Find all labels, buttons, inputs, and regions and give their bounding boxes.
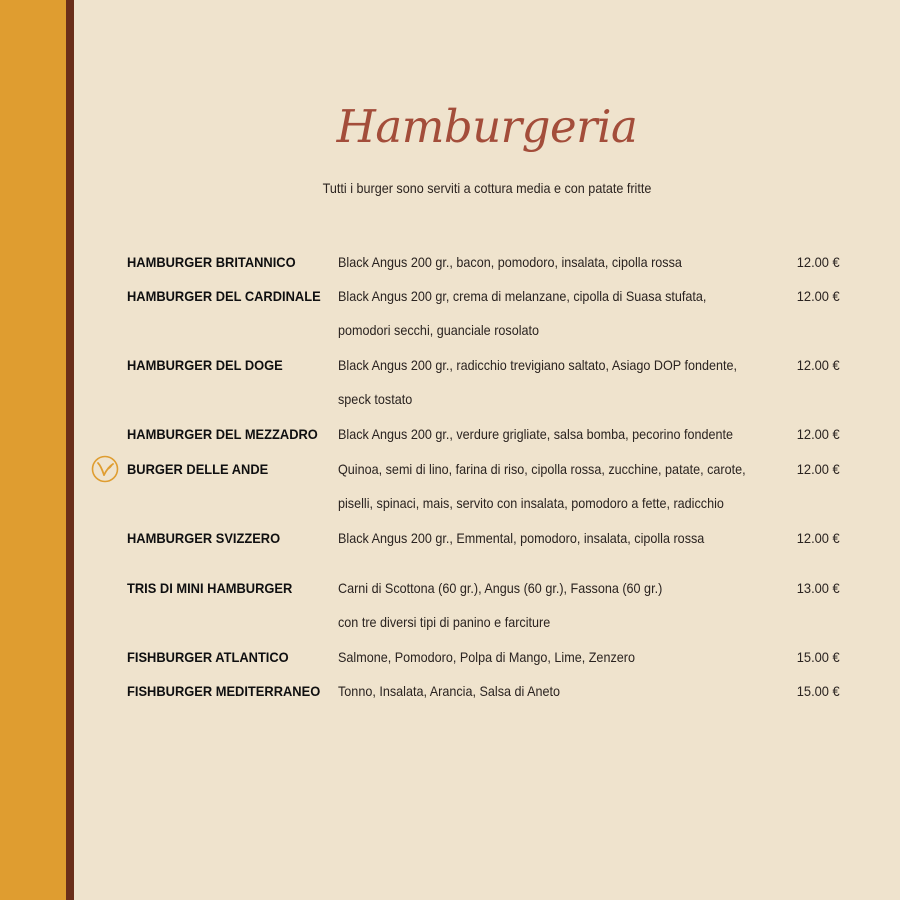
menu-item-name: HAMBURGER DEL MEZZADRO <box>127 426 318 442</box>
decorative-side-band <box>0 0 66 900</box>
menu-item-description-line: Tonno, Insalata, Arancia, Salsa di Aneto <box>338 683 561 699</box>
menu-item-description-line: Black Angus 200 gr., verdure grigliate, salsa bomba, pecorino fondente <box>338 426 734 442</box>
vegetarian-icon <box>91 455 119 483</box>
menu-item-hamburger-del-mezzadro <box>74 417 900 451</box>
menu-item-description-line: Black Angus 200 gr., bacon, pomodoro, insalata, cipolla rossa <box>338 254 682 270</box>
menu-item-tris-di-mini-hamburger <box>74 571 900 630</box>
page-subtitle: Tutti i burger sono serviti a cottura media e con patate fritte <box>322 180 652 196</box>
menu-item-price: 12.00 € <box>797 357 840 373</box>
menu-item-price: 15.00 € <box>797 649 840 665</box>
menu-item-name: HAMBURGER SVIZZERO <box>127 530 281 546</box>
menu-item-name: FISHBURGER MEDITERRANEO <box>127 683 321 699</box>
menu-item-fishburger-mediterraneo <box>74 674 900 708</box>
menu-item-fishburger-atlantico <box>74 640 900 674</box>
menu-item-hamburger-britannico <box>74 245 900 279</box>
menu-item-price: 12.00 € <box>797 530 840 546</box>
menu-item-description <box>338 571 734 639</box>
menu-item-price: 12.00 € <box>797 288 840 304</box>
menu-item-price: 12.00 € <box>797 426 840 442</box>
menu-item-description-line: Black Angus 200 gr, crema di melanzane, cipolla di Suasa stufata, <box>338 288 707 304</box>
menu-item-description <box>338 348 738 416</box>
menu-item-description-line: Black Angus 200 gr., radicchio trevigiano saltato, Asiago DOP fondente, <box>338 357 738 373</box>
menu-item-description <box>338 521 734 555</box>
menu-item-description-line: piselli, spinaci, mais, servito con insalata, pomodoro a fette, radicchio <box>338 495 724 511</box>
menu-item-description-line: Carni di Scottona (60 gr.), Angus (60 gr.), Fassona (60 gr.) <box>338 580 663 596</box>
menu-item-description <box>338 452 746 520</box>
menu-item-description-line: con tre diversi tipi di panino e farciture <box>338 614 551 630</box>
menu-item-name: HAMBURGER DEL CARDINALE <box>127 288 321 304</box>
menu-item-name: FISHBURGER ATLANTICO <box>127 649 289 665</box>
menu-item-description-line: Salmone, Pomodoro, Polpa di Mango, Lime, Zenzero <box>338 649 635 665</box>
menu-item-description <box>338 674 734 708</box>
menu-item-hamburger-svizzero <box>74 521 900 555</box>
menu-item-description <box>338 417 734 451</box>
menu-item-description-line: pomodori secchi, guanciale rosolato <box>338 322 540 338</box>
menu-item-description-line: speck tostato <box>338 391 413 407</box>
menu-item-price: 12.00 € <box>797 461 840 477</box>
menu-item-name: HAMBURGER DEL DOGE <box>127 357 283 373</box>
menu-item-description <box>338 245 734 279</box>
menu-item-burger-delle-ande <box>74 452 900 511</box>
menu-item-description <box>338 279 734 347</box>
menu-item-price: 15.00 € <box>797 683 840 699</box>
menu-item-name: BURGER DELLE ANDE <box>127 461 269 477</box>
decorative-side-stripe <box>66 0 74 900</box>
menu-item-price: 13.00 € <box>797 580 840 596</box>
page-title: Hamburgeria <box>336 100 638 153</box>
menu-item-name: HAMBURGER BRITANNICO <box>127 254 296 270</box>
menu-item-name: TRIS DI MINI HAMBURGER <box>127 580 293 596</box>
menu-item-description-line: Black Angus 200 gr., Emmental, pomodoro, insalata, cipolla rossa <box>338 530 705 546</box>
menu-item-hamburger-del-doge <box>74 348 900 407</box>
menu-item-price: 12.00 € <box>797 254 840 270</box>
menu-item-description-line: Quinoa, semi di lino, farina di riso, cipolla rossa, zucchine, patate, carote, <box>338 461 746 477</box>
menu-item-description <box>338 640 734 674</box>
menu-page <box>74 0 900 900</box>
menu-item-hamburger-del-cardinale <box>74 279 900 338</box>
